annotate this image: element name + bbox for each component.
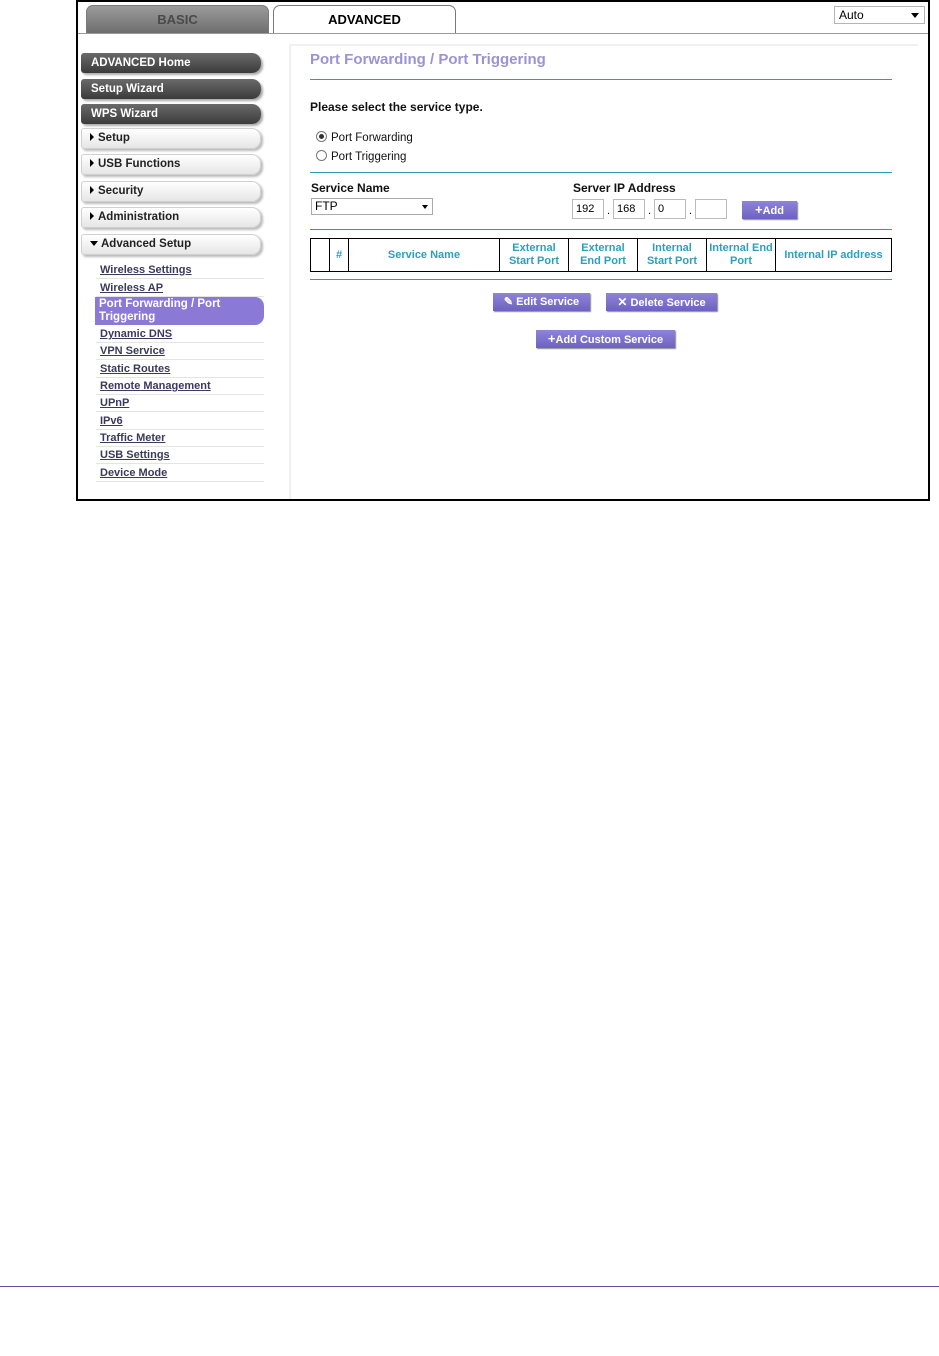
edit-service-label: Edit Service — [516, 296, 580, 308]
chevron-down-icon — [90, 241, 98, 246]
sidebar-usb-functions[interactable] — [81, 154, 261, 175]
sidebar-usb-functions-label: USB Functions — [98, 158, 181, 170]
ip-octet-3[interactable]: 0 — [654, 199, 686, 219]
radio-unselected-icon[interactable] — [316, 150, 327, 161]
edit-service-button[interactable] — [493, 293, 590, 311]
radio-port-forwarding[interactable] — [316, 131, 413, 144]
table-header-internal-start-port: Internal Start Port — [638, 239, 707, 272]
tab-advanced[interactable]: ADVANCED — [273, 5, 456, 33]
sidebar-item-wireless-ap[interactable]: Wireless AP — [96, 280, 264, 297]
chevron-right-icon — [90, 133, 94, 141]
sidebar-item-ipv6[interactable]: IPv6 — [96, 413, 264, 430]
table-header-row — [311, 239, 892, 272]
add-button[interactable] — [742, 201, 797, 219]
sidebar-item-dynamic-dns[interactable]: Dynamic DNS — [96, 326, 264, 343]
ip-dot: . — [607, 205, 611, 217]
sidebar-security-label: Security — [98, 185, 144, 197]
chevron-down-icon — [422, 205, 428, 209]
add-custom-service-label: Add Custom Service — [555, 334, 664, 346]
sidebar-item-static-routes[interactable]: Static Routes — [96, 361, 264, 378]
service-name-label: Service Name — [311, 181, 390, 195]
section-divider — [310, 229, 892, 230]
page-title: Port Forwarding / Port Triggering — [310, 51, 546, 68]
router-admin-window — [76, 0, 930, 501]
delete-service-button[interactable] — [606, 293, 717, 311]
sidebar-advanced-home[interactable]: ADVANCED Home — [81, 53, 261, 73]
sidebar-item-wireless-settings[interactable]: Wireless Settings — [96, 262, 264, 279]
sidebar-item-remote-management[interactable]: Remote Management — [96, 378, 264, 395]
sidebar-security[interactable] — [81, 181, 261, 202]
table-header-external-end-port: External End Port — [569, 239, 638, 272]
plus-icon: + — [547, 331, 556, 346]
chevron-down-icon — [911, 13, 919, 18]
sidebar-item-upnp[interactable]: UPnP — [96, 395, 264, 412]
ip-octet-2[interactable]: 168 — [613, 199, 645, 219]
radio-port-triggering[interactable] — [316, 150, 406, 163]
language-select[interactable] — [834, 6, 925, 24]
service-type-prompt: Please select the service type. — [310, 100, 483, 114]
chevron-right-icon — [90, 186, 94, 194]
ip-dot: . — [689, 205, 693, 217]
pencil-icon: ✎ — [503, 296, 514, 308]
sidebar-wps-wizard[interactable]: WPS Wizard — [81, 104, 261, 124]
sidebar-item-vpn-service[interactable]: VPN Service — [96, 343, 264, 360]
sidebar-advanced-setup[interactable] — [81, 234, 261, 255]
add-custom-service-button[interactable] — [536, 330, 675, 348]
ip-dot: . — [648, 205, 652, 217]
sidebar-administration[interactable] — [81, 207, 261, 228]
service-name-select[interactable] — [311, 198, 433, 215]
table-bottom-divider — [310, 279, 892, 280]
table-header-service-name: Service Name — [349, 239, 500, 272]
sidebar-item-port-forwarding[interactable]: Port Forwarding / Port Triggering — [95, 297, 264, 325]
page-footer-rule — [0, 1286, 939, 1287]
content-panel — [291, 46, 918, 501]
chevron-right-icon — [90, 159, 94, 167]
sidebar-setup-wizard[interactable]: Setup Wizard — [81, 79, 261, 99]
server-ip-label: Server IP Address — [573, 181, 676, 195]
services-table — [310, 238, 892, 272]
close-icon: ✕ — [617, 295, 628, 309]
ip-octet-1[interactable]: 192 — [572, 199, 604, 219]
service-name-value: FTP — [315, 199, 338, 213]
table-header-internal-end-port: Internal End Port — [707, 239, 776, 272]
sidebar-item-usb-settings[interactable]: USB Settings — [96, 447, 264, 464]
add-button-label: Add — [762, 205, 784, 217]
title-divider — [310, 79, 892, 80]
table-header-external-start-port: External Start Port — [500, 239, 569, 272]
sidebar-item-traffic-meter[interactable]: Traffic Meter — [96, 430, 264, 447]
tab-basic[interactable]: BASIC — [86, 5, 269, 33]
sidebar-item-device-mode[interactable]: Device Mode — [96, 465, 264, 482]
radio-port-forwarding-label: Port Forwarding — [331, 132, 413, 144]
sidebar-setup-label: Setup — [98, 132, 130, 144]
language-select-value: Auto — [839, 8, 864, 22]
table-header-number: # — [330, 239, 349, 272]
sidebar-advanced-setup-label: Advanced Setup — [101, 238, 192, 250]
sidebar-administration-label: Administration — [98, 211, 180, 223]
ip-octet-4[interactable] — [695, 199, 727, 219]
sidebar-setup[interactable] — [81, 128, 261, 149]
table-header-internal-ip: Internal IP address — [776, 239, 892, 272]
chevron-right-icon — [90, 212, 94, 220]
delete-service-label: Delete Service — [630, 297, 706, 309]
radio-selected-icon[interactable] — [316, 131, 327, 142]
table-header-select — [311, 239, 330, 272]
plus-icon: + — [755, 202, 763, 217]
radio-port-triggering-label: Port Triggering — [331, 151, 407, 163]
section-divider — [310, 172, 892, 173]
tab-divider — [78, 33, 928, 34]
